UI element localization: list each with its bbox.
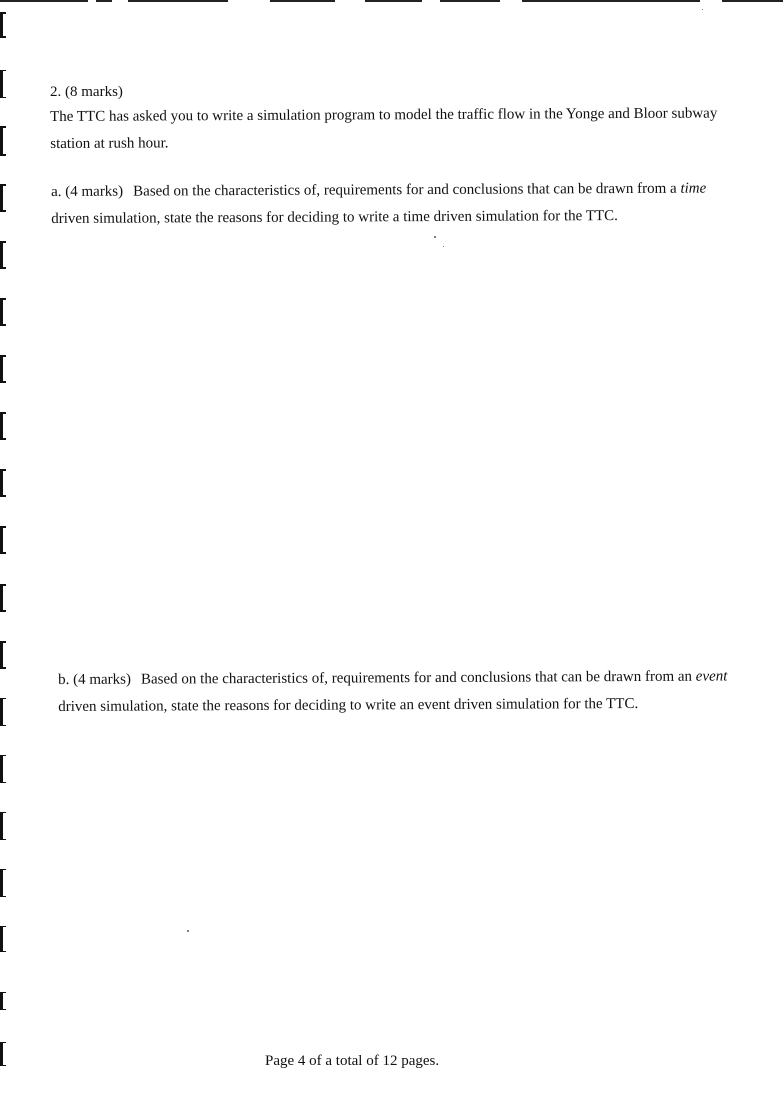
- scan-speck: [443, 246, 444, 247]
- binding-mark: [0, 992, 6, 1010]
- binding-mark: [0, 641, 6, 669]
- part-b-question: [58, 663, 748, 721]
- binding-mark: [0, 526, 6, 554]
- binding-mark: [0, 241, 6, 269]
- part-a-emphasis: time: [680, 180, 707, 197]
- page-footer: Page 4 of a total of 12 pages.: [265, 1053, 440, 1069]
- binding-mark: [0, 1042, 6, 1066]
- part-a-label: a. (4 marks): [51, 183, 124, 200]
- part-b-label: b. (4 marks): [58, 671, 132, 688]
- binding-mark: [0, 298, 6, 326]
- binding-mark: [0, 412, 6, 440]
- binding-mark: [0, 12, 6, 38]
- scan-speck: [434, 236, 436, 238]
- binding-mark: [0, 126, 6, 156]
- scan-speck: [187, 930, 189, 932]
- binding-mark: [0, 184, 6, 212]
- binding-mark: [0, 869, 6, 897]
- binding-mark: [0, 698, 6, 726]
- part-a-text-after: driven simulation, state the reasons for deciding to write a time driven simulation for the TTC.: [51, 208, 618, 227]
- binding-mark: [0, 926, 6, 952]
- scan-speck: [702, 9, 703, 10]
- binding-mark: [0, 812, 6, 840]
- part-b-emphasis: event: [695, 668, 728, 685]
- binding-mark: [0, 469, 6, 497]
- scan-top-rule: [0, 0, 783, 2]
- binding-mark: [0, 584, 6, 612]
- question-intro: The TTC has asked you to write a simulation program to model the traffic flow in the Yonge and Bloor subway station at rush hour.: [50, 105, 718, 152]
- binding-mark: [0, 355, 6, 383]
- part-a-question: [51, 175, 731, 233]
- part-b-text-after: driven simulation, state the reasons for deciding to write an event driven simulation for the TTC.: [58, 695, 639, 715]
- part-a-text-before: Based on the characteristics of, requirements for and conclusions that can be drawn from a: [133, 180, 681, 200]
- part-b-text-before: Based on the characteristics of, requirements for and conclusions that can be drawn from an: [140, 668, 696, 688]
- question-header: 2. (8 marks): [50, 84, 123, 100]
- binding-mark: [0, 755, 6, 783]
- binding-mark: [0, 70, 6, 98]
